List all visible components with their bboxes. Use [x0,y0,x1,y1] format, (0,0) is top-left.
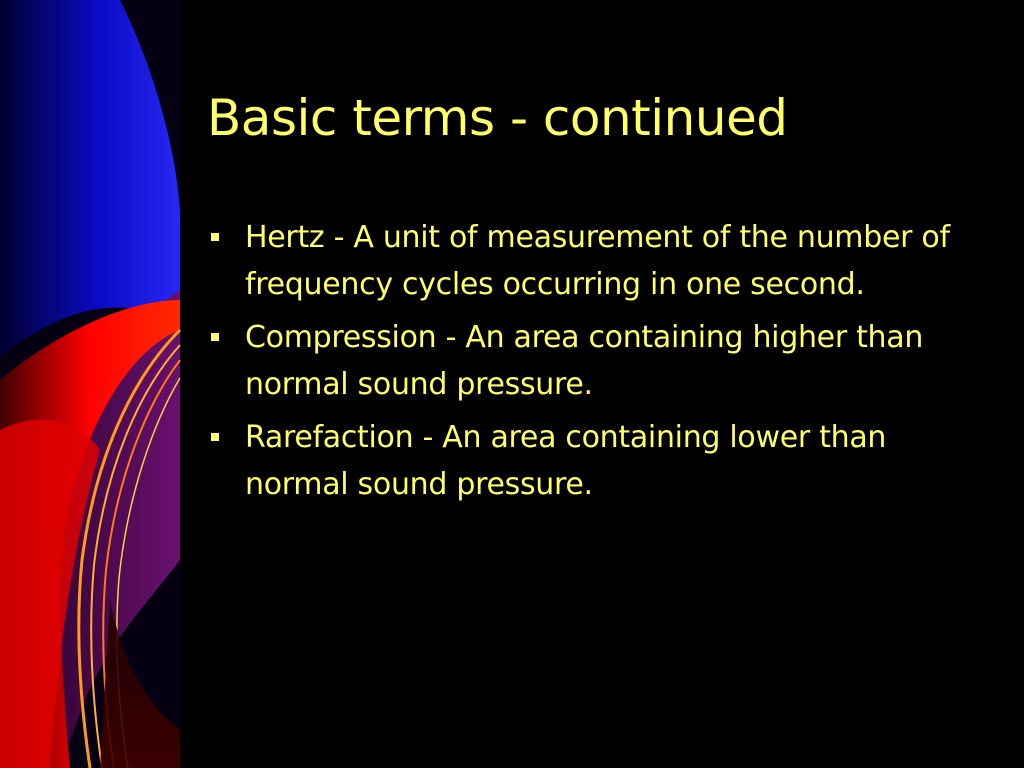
bullet-text: Hertz - A unit of measurement of the number of frequency cycles occurring in one second. [245,220,950,302]
bullet-item-compression [207,314,997,408]
bullet-item-rarefaction [207,414,997,508]
bullet-text: Compression - An area containing higher than normal sound pressure. [245,320,924,402]
bullet-text: Rarefaction - An area containing lower than normal sound pressure. [245,420,887,502]
slide-title: Basic terms - continued [207,89,788,147]
bullet-item-hertz [207,214,997,308]
square-bullet-icon [211,433,219,441]
square-bullet-icon [211,233,219,241]
bullet-list [207,214,997,514]
square-bullet-icon [211,333,219,341]
